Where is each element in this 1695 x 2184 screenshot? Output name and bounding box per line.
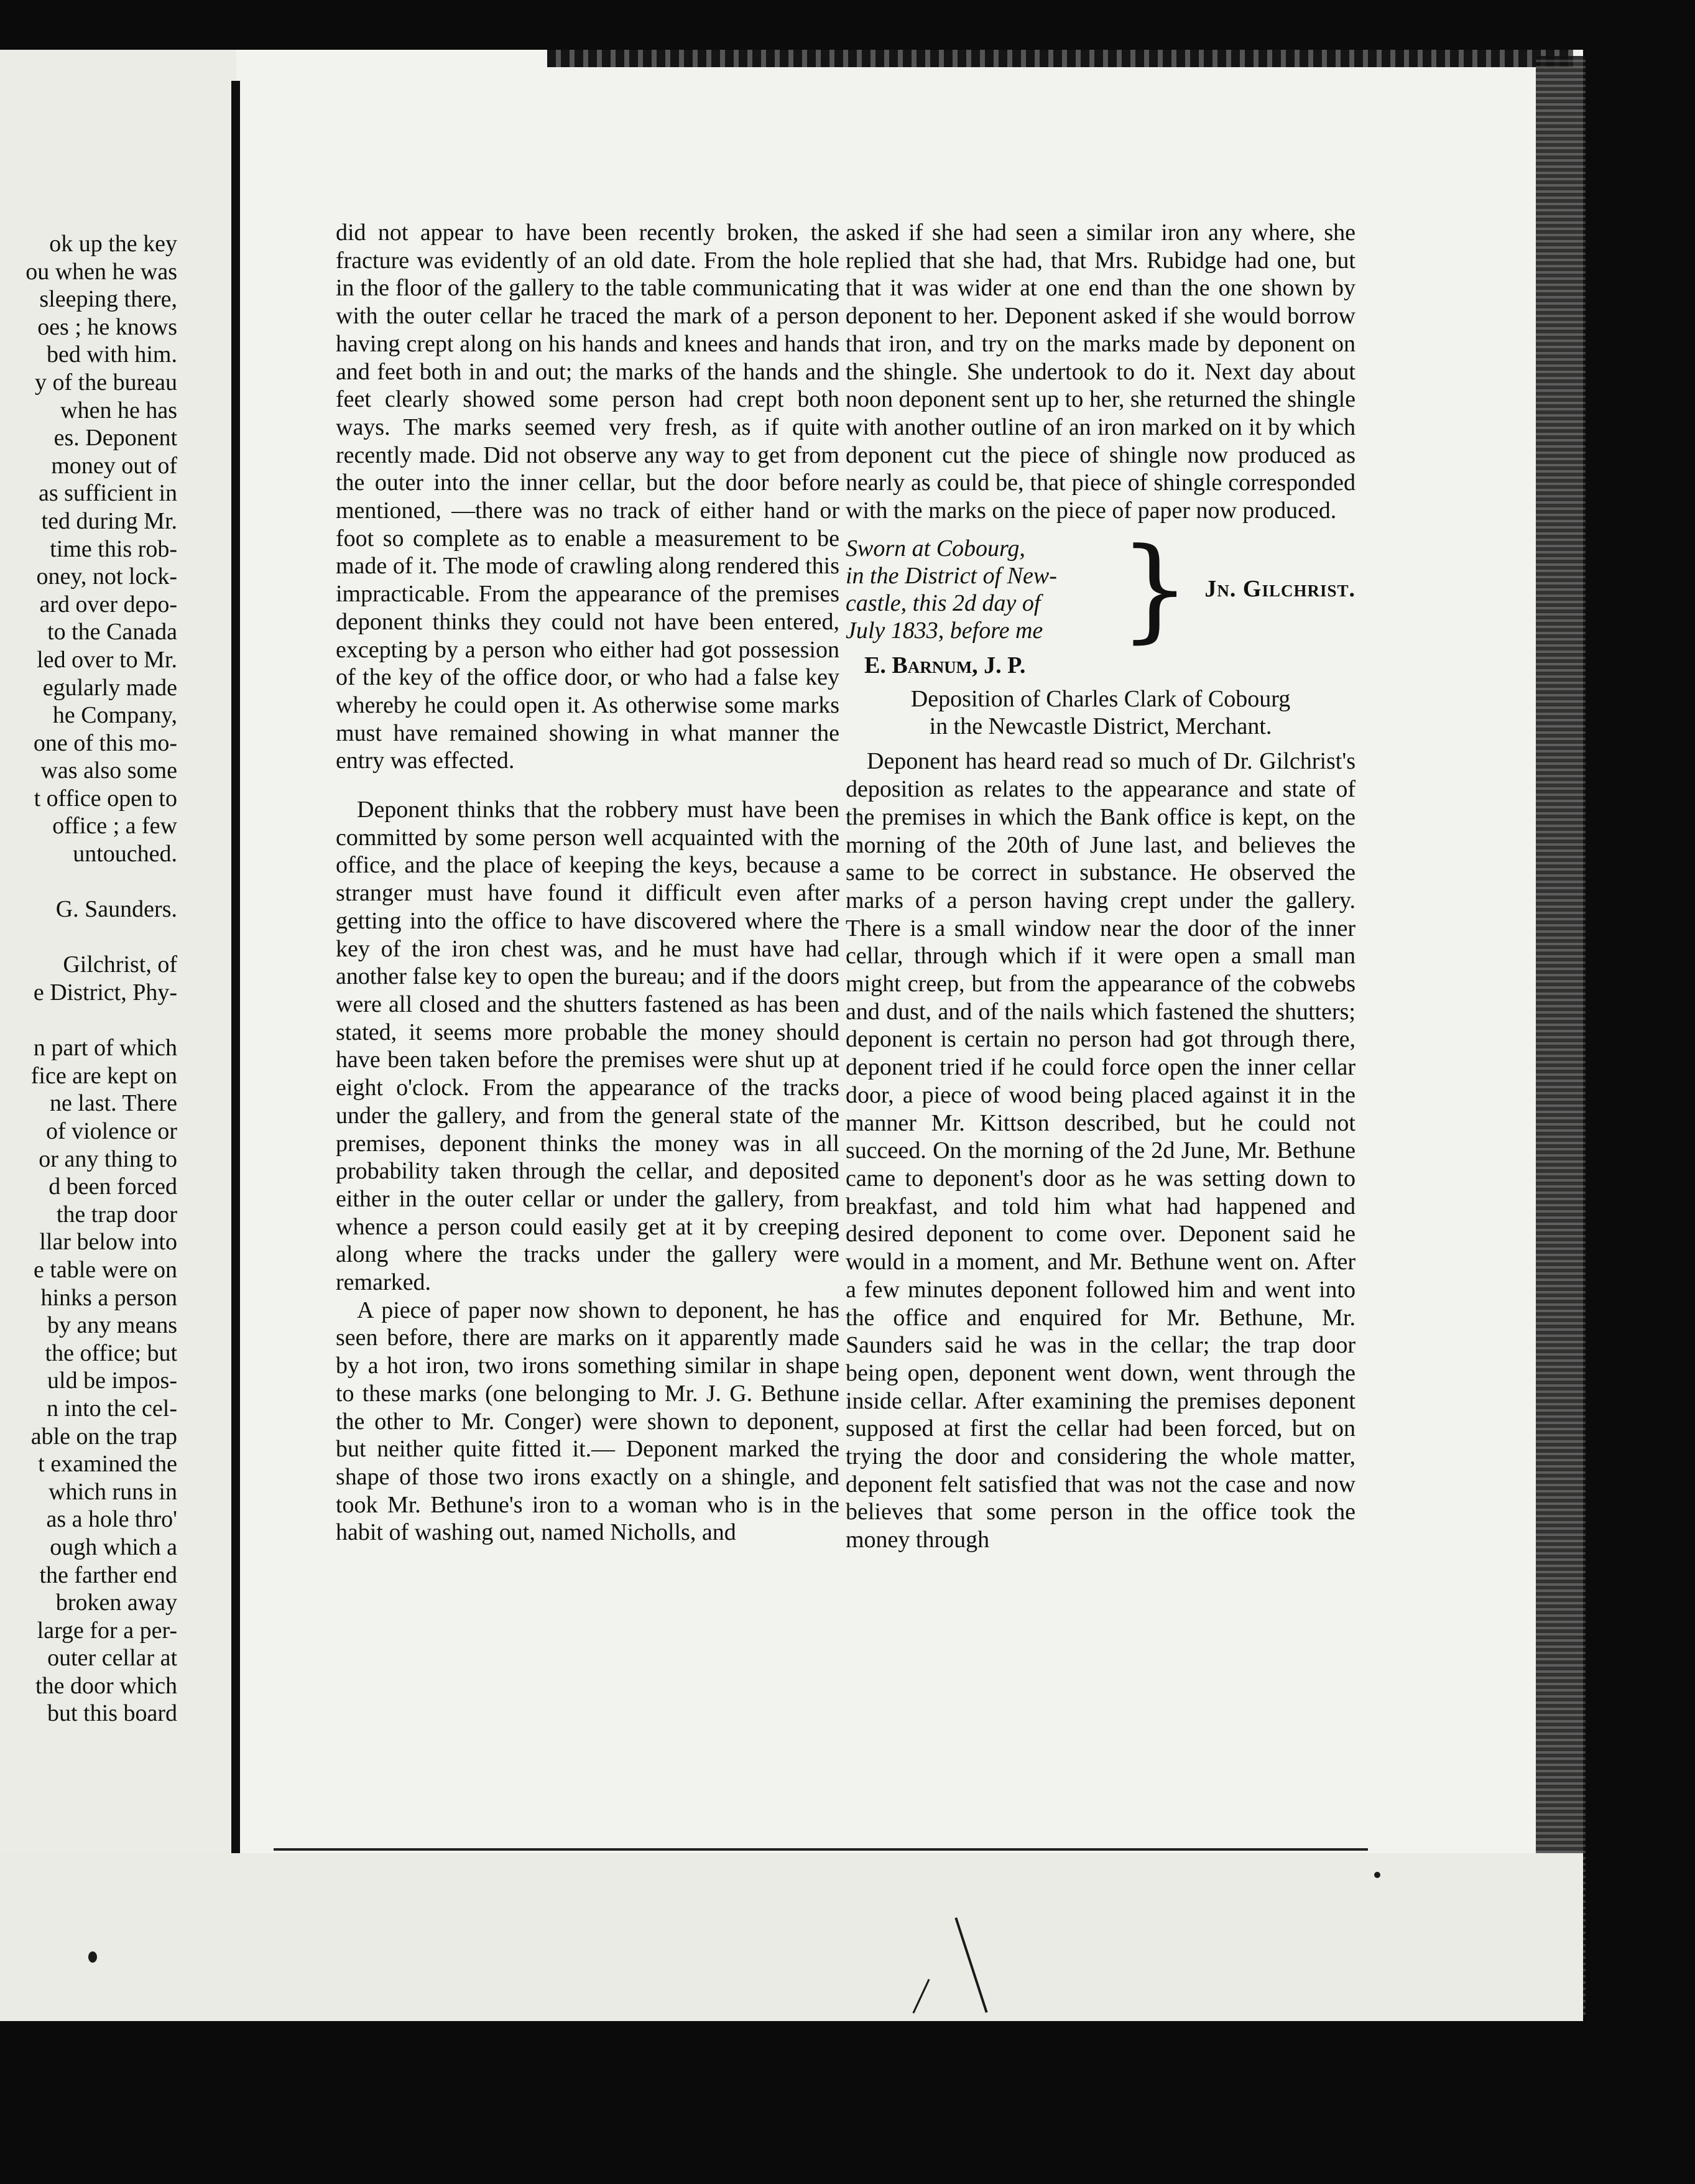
left-column-line: which runs in (48, 1478, 177, 1505)
middle-column (336, 219, 839, 1547)
left-column-line: office ; a few (52, 813, 177, 840)
oath-text (846, 535, 1119, 644)
left-column-line: was also some (40, 757, 177, 784)
left-column-line: by any means (47, 1312, 177, 1339)
left-column-line: the trap door (56, 1201, 177, 1228)
left-column-line: he Company, (52, 702, 177, 729)
left-column-line: y of the bureau (35, 369, 177, 396)
left-column-line: or any thing to (39, 1145, 177, 1172)
deposition-heading (846, 685, 1356, 740)
left-column-line: untouched. (73, 841, 177, 868)
left-column-line: oes ; he knows (37, 313, 177, 340)
left-column-line: e District, Phy- (33, 979, 177, 1006)
bottom-margin (0, 1853, 1583, 2021)
left-column-line: bed with him. (46, 341, 177, 368)
left-column-line: oney, not lock- (36, 563, 177, 590)
oath-block (846, 524, 1356, 654)
right-paragraph-2: Deponent has heard read so much of Dr. Gilchrist's deposition as relates to the appearance and state of the premises in which the Bank office is kept, on the morning of the 20th of June last, and believes the same to be correct in substance. He observed the marks of a person having crept under the gallery. There is a small window near the door of the inner cellar, through which if it were open a small man might creep, but from the appearance of the cobwebs and dust, and of the nails which fastened the shutters; deponent is certain no person had got through there, deponent tried if he could force open the inner cellar door, a piece of wood being placed against it in the manner Mr. Kittson described, but he could not succeed. On the morning of the 2d June, Mr. Bethune came to deponent's door as he was setting down to breakfast, and told him what had happened and desired deponent to come over. Deponent said he would in a moment, and Mr. Bethune went on. After a few minutes deponent followed him and went into the office and enquired for Mr. Bethune, Mr. Saunders said he was in the cellar; the trap door being open, deponent went down, went through the inside cellar. After examining the premises deponent supposed at first the cellar had been forced, but on trying the door and considering the whole matter, deponent felt satisfied that was not the case and now believes that some person in the office took the money through (846, 748, 1356, 1553)
left-column-line: but this board (47, 1700, 177, 1727)
left-column-line: d been forced (48, 1173, 177, 1200)
left-column-line: the office; but (45, 1340, 177, 1366)
left-column-line: the door which (35, 1672, 177, 1699)
left-column-line: the farther end (39, 1562, 177, 1588)
left-column-line: ou when he was (25, 258, 177, 285)
heading-line-1: Deposition of Charles Clark of Cobourg (910, 686, 1291, 713)
left-column-line: ne last. There (49, 1090, 177, 1117)
left-column-line: ok up the key (49, 231, 177, 257)
left-column-line: as a hole thro' (46, 1506, 177, 1533)
signature: Jn. Gilchrist. (1204, 576, 1356, 603)
right-paragraph-1: asked if she had seen a similar iron any where, she replied that she had, that Mrs. Rubidge had one, but that it was wider at one end than the one shown by deponent to her. Deponent asked if she would borrow that iron, and try on the marks made by deponent on the shingle. She undertook to do it. Next day about noon deponent sent up to her, she returned the shingle with another outline of an iron marked on it by which deponent cut the piece of shingle now produced as nearly as could be, that piece of shingle corresponded with the marks on the piece of paper now produced. (846, 220, 1356, 524)
left-column-line: fice are kept on (30, 1062, 177, 1089)
left-column-line: money out of (51, 452, 177, 479)
left-column-line: n into the cel- (47, 1395, 177, 1422)
middle-paragraph-3: A piece of paper now shown to deponent, he has seen before, there are marks on it apparently made by a hot iron, two irons something similar in shape to these marks (one belonging to Mr. J. G. Bethune the other to Mr. Conger) were shown to deponent, but neither quite fitted it.— Deponent marked the shape of those two irons exactly on a shingle, and took Mr. Bethune's iron to a woman who is in the habit of washing out, named Nicholls, and (336, 1297, 839, 1546)
bottom-rule (274, 1848, 1368, 1851)
left-column-line: t examined the (38, 1451, 177, 1478)
ink-blot (1374, 1872, 1380, 1878)
left-column-line: one of this mo- (33, 729, 177, 756)
oath-line: castle, this 2d day of (846, 590, 1041, 616)
heading-line-2: in the Newcastle District, Merchant. (929, 713, 1272, 740)
oath-line: July 1833, before me (846, 617, 1043, 644)
left-column-line (0, 1007, 177, 1035)
left-column-line: as sufficient in (38, 480, 177, 507)
left-column-line: egularly made (42, 674, 177, 701)
torn-top-edge (547, 50, 1573, 67)
left-column-line: n part of which (33, 1035, 177, 1062)
frayed-right-edge (1536, 56, 1586, 2015)
left-column-line: G. Saunders. (55, 896, 177, 923)
left-column-line: ough which a (50, 1534, 177, 1560)
oath-line: Sworn at Cobourg, (846, 535, 1025, 562)
middle-paragraph-1: did not appear to have been recently broken, the fracture was evidently of an old date. From the hole in the floor of the gallery to the table communicating with the outer cellar he traced the mark of a person having crept along on his hands and knees and hands and feet both in and out; the marks of the hands and feet clearly showed some person had crept both ways. The marks seemed very fresh, as if quite recently made. Did not observe any way to get from the outer into the inner cellar, but the door before mentioned, —there was no track of either hand or foot so complete as to enable a measurement to be made of it. The mode of crawling along rendered this impracticable. From the appearance of the premises deponent thinks they could not have been entered, excepting by a person who either had got possession of the key of the office door, or who had a false key whereby he could open it. As otherwise some marks must have remained showing in what manner the entry was effected. (336, 220, 839, 774)
left-partial-column (0, 230, 177, 1728)
left-column-line: sleeping there, (39, 286, 177, 313)
left-column-line: broken away (55, 1589, 177, 1616)
left-column-line: uld be impos- (47, 1367, 177, 1394)
left-column-line (0, 923, 177, 951)
left-column-line: ard over depo- (39, 591, 177, 618)
left-column-line: when he has (60, 397, 177, 423)
middle-paragraph-2: Deponent thinks that the robbery must have been committed by some person well acquainted with the office, and the place of keeping the keys, because a stranger must have found it difficult even after getting into the office to have discovered where the key of the iron chest was, and he must have had another false key to open the bureau; and if the doors were all closed and the shutters fastened as has been stated, it seems more probable the money should have been taken before the premises were shut up at eight o'clock. From the appearance of the tracks under the gallery, and from the general state of the premises, deponent thinks the money was in all probability taken through the cellar, and deposited either in the outer cellar or under the gallery, from whence a person could easily get at it by creeping along where the tracks under the gallery were remarked. (336, 797, 839, 1296)
left-column-line: able on the trap (30, 1423, 177, 1450)
ink-blot (88, 1951, 97, 1963)
left-column-line: of violence or (45, 1118, 177, 1144)
left-column-line: hinks a person (40, 1284, 177, 1311)
left-column-line: Gilchrist, of (63, 951, 177, 978)
left-column-line: large for a per- (37, 1617, 177, 1644)
left-column-line: to the Canada (47, 619, 177, 645)
left-column-line: time this rob- (50, 535, 177, 562)
page-fold-shadow (231, 81, 240, 1978)
oath-line: in the District of New- (846, 562, 1057, 589)
right-column (846, 219, 1356, 1554)
left-column-line: e table were on (33, 1256, 177, 1283)
left-column-line: led over to Mr. (37, 646, 177, 673)
left-column-line: es. Deponent (53, 425, 177, 451)
brace-symbol: } (1119, 524, 1191, 654)
left-column-line (0, 868, 177, 896)
left-column-line: outer cellar at (47, 1645, 177, 1672)
left-column-line: ted during Mr. (41, 507, 177, 534)
left-column-line: llar below into (39, 1229, 177, 1256)
left-column-line: t office open to (34, 785, 177, 812)
justice-name: E. Barnum, J. P. (864, 652, 1026, 678)
